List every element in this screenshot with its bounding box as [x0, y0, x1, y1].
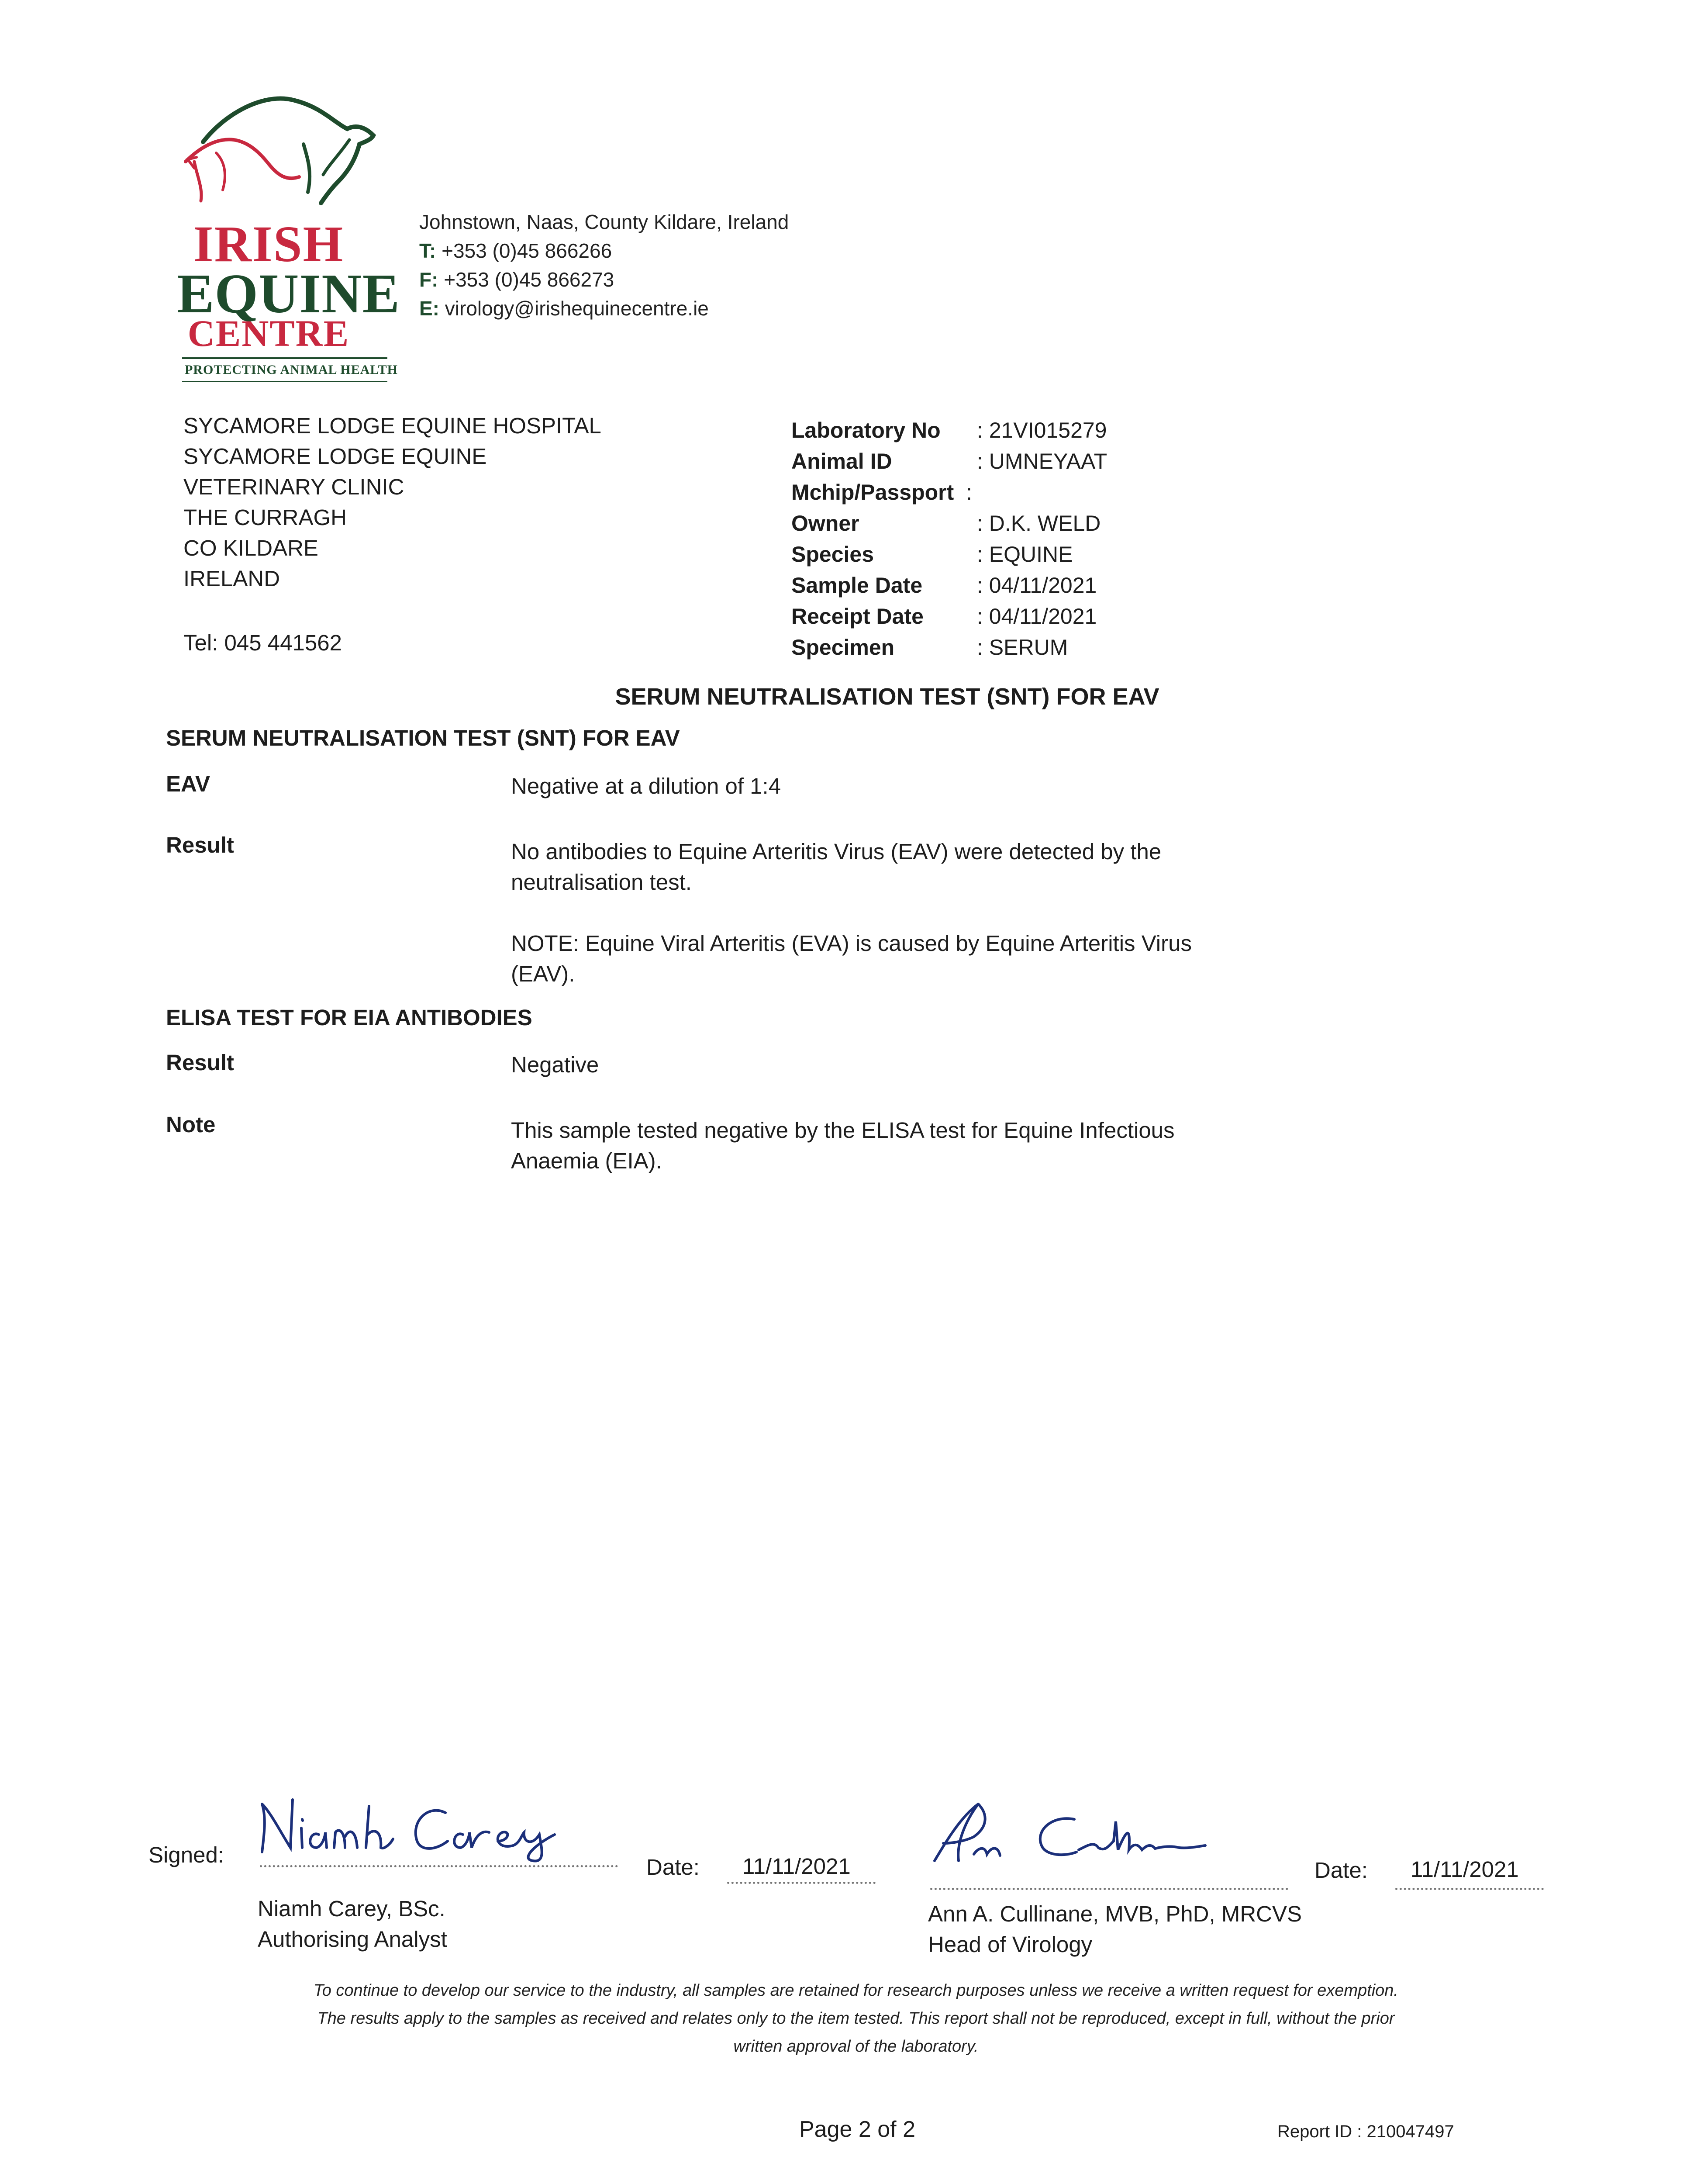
detail-value: : 21VI015279 [977, 418, 1107, 442]
detail-label: Laboratory No [791, 418, 941, 442]
detail-value: : 04/11/2021 [977, 573, 1097, 598]
detail-value: : EQUINE [977, 542, 1073, 567]
irish-equine-centre-logo [177, 87, 404, 393]
detail-label: Animal ID [791, 449, 892, 473]
report-title: SERUM NEUTRALISATION TEST (SNT) FOR EAV [615, 684, 1159, 710]
detail-label: Mchip/Passport [791, 480, 954, 505]
email-key: E: [419, 297, 439, 320]
signatory-name-right: Ann A. Cullinane, MVB, PhD, MRCVS [928, 1901, 1302, 1926]
handwritten-signature-image [253, 1787, 611, 1863]
detail-value: : D.K. WELD [977, 511, 1101, 536]
elisa-note-line: This sample tested negative by the ELISA test for Equine Infectious [511, 1118, 1175, 1143]
signature-line-right [930, 1888, 1288, 1890]
elisa-note-text [511, 1115, 1175, 1176]
contact-phone [419, 236, 789, 265]
elisa-note-line: Anaemia (EIA). [511, 1148, 662, 1173]
snt-note-line: (EAV). [511, 961, 575, 986]
disclaimer-line: written approval of the laboratory. [733, 2037, 979, 2056]
detail-value: : 04/11/2021 [977, 604, 1097, 629]
recipient-line: SYCAMORE LODGE EQUINE HOSPITAL [183, 413, 601, 438]
recipient-line: IRELAND [183, 566, 280, 591]
signature-line-left [260, 1865, 618, 1867]
signatory-right [928, 1899, 1302, 1960]
date-value-left: 11/11/2021 [742, 1854, 851, 1879]
logo-divider [182, 357, 387, 359]
snt-result-line: neutralisation test. [511, 870, 692, 895]
recipient-phone: Tel: 045 441562 [183, 630, 342, 655]
date-value-right: 11/11/2021 [1411, 1857, 1519, 1882]
snt-note [511, 928, 1192, 989]
detail-value: : [966, 480, 972, 505]
detail-label: Sample Date [791, 573, 923, 598]
detail-value: : SERUM [977, 635, 1068, 660]
handwritten-signature-image [926, 1795, 1275, 1872]
page-number: Page 2 of 2 [799, 2117, 915, 2142]
email-value: virology@irishequinecentre.ie [445, 297, 709, 320]
detail-label: Specimen [791, 635, 895, 660]
detail-label: Owner [791, 511, 859, 536]
logo-tagline: PROTECTING ANIMAL HEALTH [185, 363, 398, 377]
signatory-role-left: Authorising Analyst [258, 1927, 447, 1952]
date-label-right: Date: [1314, 1858, 1368, 1883]
snt-note-line: NOTE: Equine Viral Arteritis (EVA) is caused by Equine Arteritis Virus [511, 931, 1192, 956]
horse-head-emblem-icon [177, 87, 386, 218]
recipient-line: SYCAMORE LODGE EQUINE [183, 444, 487, 469]
recipient-line: CO KILDARE [183, 536, 318, 560]
recipient-address [183, 411, 601, 594]
phone-key: T: [419, 239, 436, 262]
recipient-line: VETERINARY CLINIC [183, 474, 404, 499]
elisa-note-label: Note [166, 1112, 216, 1137]
elisa-section-heading: ELISA TEST FOR EIA ANTIBODIES [166, 1005, 532, 1030]
elisa-result-label: Result [166, 1050, 234, 1075]
eav-value: Negative at a dilution of 1:4 [511, 774, 781, 798]
logo-text-equine: EQUINE [177, 263, 400, 325]
signature-ann-cullinane [926, 1795, 1275, 1872]
signature-niamh-carey [253, 1787, 611, 1863]
disclaimer-line: The results apply to the samples as received and relates only to the item tested. This report shall not be reproduced, except in full, without the prior [317, 2009, 1395, 2028]
contact-email [419, 294, 789, 323]
signatory-name-left: Niamh Carey, BSc. [258, 1896, 445, 1921]
logo-divider-bottom [182, 381, 387, 382]
signatory-role-right: Head of Virology [928, 1932, 1093, 1957]
date-line-right [1395, 1888, 1544, 1890]
date-line-left [727, 1882, 876, 1884]
fax-key: F: [419, 268, 438, 291]
contact-block [419, 207, 789, 323]
logo-text-centre: CENTRE [187, 312, 350, 354]
recipient-line: THE CURRAGH [183, 505, 347, 530]
disclaimer-line: To continue to develop our service to the industry, all samples are retained for research purposes unless we receive a written request for exemption. [314, 1981, 1398, 2000]
snt-result-text [511, 836, 1161, 898]
elisa-result-value: Negative [511, 1052, 599, 1077]
fax-value: +353 (0)45 866273 [444, 268, 614, 291]
eav-label: EAV [166, 771, 210, 796]
logo-text-irish: IRISH [193, 215, 344, 273]
signed-label: Signed: [148, 1842, 224, 1867]
date-label-left: Date: [646, 1855, 700, 1880]
contact-address: Johnstown, Naas, County Kildare, Ireland [419, 211, 789, 233]
detail-label: Species [791, 542, 874, 567]
detail-label: Receipt Date [791, 604, 924, 629]
snt-result-label: Result [166, 833, 234, 857]
phone-value: +353 (0)45 866266 [442, 239, 612, 262]
contact-fax [419, 265, 789, 294]
signatory-left [258, 1894, 447, 1955]
detail-value: : UMNEYAAT [977, 449, 1107, 473]
snt-section-heading: SERUM NEUTRALISATION TEST (SNT) FOR EAV [166, 726, 680, 750]
disclaimer [131, 1977, 1581, 2060]
report-id: Report ID : 210047497 [1277, 2122, 1454, 2141]
snt-result-line: No antibodies to Equine Arteritis Virus (EAV) were detected by the [511, 839, 1162, 864]
